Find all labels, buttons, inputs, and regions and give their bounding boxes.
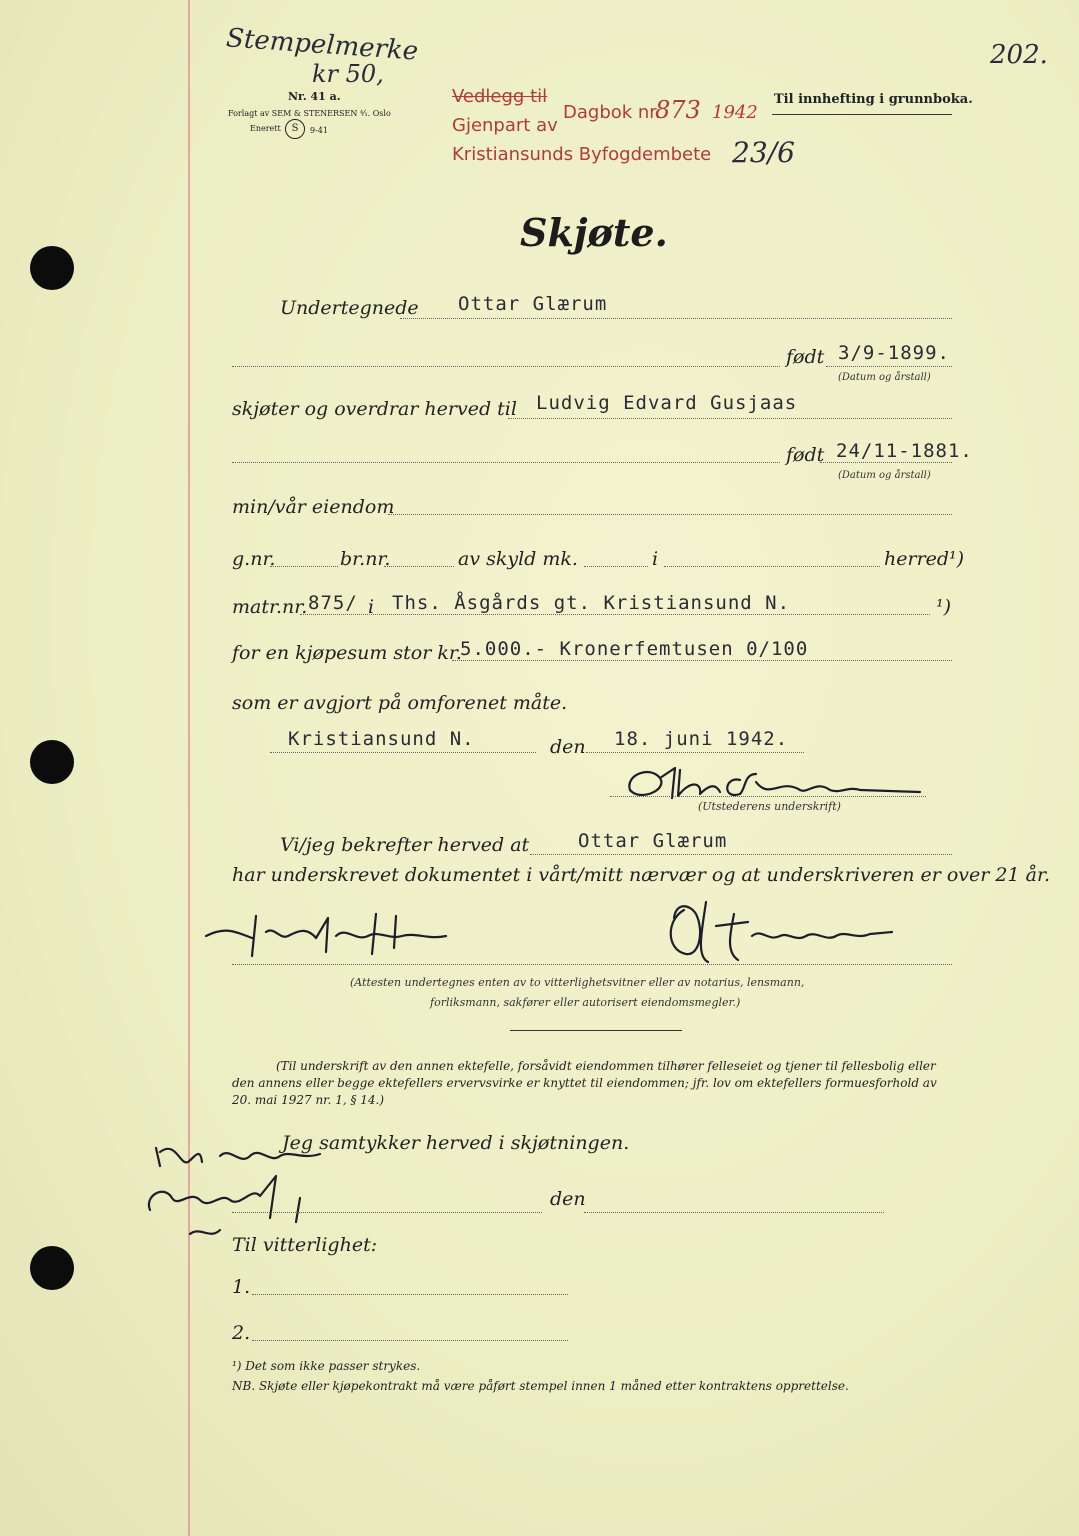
i-label: i [652,548,659,570]
consent-text: Jeg samtykker herved i skjøtningen. [282,1132,630,1154]
fodt-label-seller: født [786,346,825,368]
dagbok-year: 1942 [712,102,758,123]
gjenpart-stamp: Gjenpart av [452,115,558,136]
eiendom-line [388,514,952,515]
witness-caption-1: (Attesten undertegnes enten av to vitterlighetsvitner eller av notarius, lensmann, [350,976,805,989]
gnr-line [270,566,338,567]
received-date: 23/6 [732,136,795,169]
buyer-line [508,418,952,419]
witness-line-2 [252,1340,568,1341]
footnote-nb: NB. Skjøte eller kjøpekontrakt må være påført stempel innen 1 måned etter kontraktens opprettelse. [232,1379,849,1393]
punch-hole-middle [30,740,74,784]
separator-rule [510,1030,682,1031]
punch-hole-bottom [30,1246,74,1290]
matr-footnote: ¹) [936,596,952,618]
witness-signature-line [232,964,952,965]
buyer-line-2 [232,462,780,463]
witness-signature-2 [656,890,906,970]
witness-prefix: Vi/jeg bekrefter herved at [280,834,530,856]
fodt-label-buyer: født [786,444,825,466]
kjopesum-label: for en kjøpesum stor kr. [232,642,462,664]
footnote-1: ¹) Det som ikke passer strykes. [232,1359,421,1373]
avgjort-text: som er avgjort på omforenet måte. [232,692,568,714]
issue-date: 18. juni 1942. [614,728,789,750]
undertegnede-label: Undertegnede [280,297,419,319]
page-number: 202. [990,40,1048,70]
matr-i: i [368,596,375,618]
witness-signature-1 [196,896,476,966]
margin-line [188,0,190,1536]
seller-name: Ottar Glærum [458,293,608,315]
innhefting-rule [772,114,952,115]
buyer-birth: 24/11-1881. [836,440,973,462]
date-line [586,752,804,753]
utsteder-caption: (Utstederens underskrift) [698,800,841,813]
witness-line-1 [252,1294,568,1295]
witness-statement: har underskrevet dokumentet i vårt/mitt nærvær og at underskriveren er over 21 år. [232,864,1050,886]
seller-birth-line [826,366,952,367]
buyer-birth-line [820,462,952,463]
witness-name-line [530,854,952,855]
herred-line [664,566,880,567]
spouse-place-line [232,1212,542,1213]
matr-line [300,614,930,615]
innhefting-label: Til innhefting i grunnboka. [774,92,973,107]
witness-subject: Ottar Glærum [578,830,728,852]
punch-hole-top [30,246,74,290]
publisher-logo: S [285,119,305,139]
matr-number: 875/ [308,592,358,614]
issuer-signature-line [610,796,926,797]
skyld-line [584,566,648,567]
datum-caption-buyer: (Datum og årstall) [838,470,931,481]
skyld-label: av skyld mk. [458,548,578,570]
stamp-note: Stempelmerke [225,23,420,67]
office-stamp: Kristiansunds Byfogdembete [452,144,712,165]
skjoter-label: skjøter og overdrar herved til [232,398,517,420]
eiendom-label: min/vår eiendom [232,496,395,518]
spouse-note: (Til underskrift av den annen ektefelle, forsåvidt eiendommen tilhører felleseiet og tjener til fellesbolig eller den annens eller begge ektefellers ervervsvirke er knyttet til eiendommen; jfr. lov om ektefellers formuesforhold av 20. mai 1927 nr. 1, § 14.) [232,1059,937,1107]
matr-label: matr.nr. [232,596,308,618]
undertegnede-line [400,318,952,319]
publisher-rights: Enerett [250,124,281,133]
place-line [270,752,536,753]
witness-line-2-number: 2. [232,1322,251,1344]
publisher: Forlagt av SEM & STENERSEN ⁴⁄₁. Oslo [228,109,391,118]
buyer-name: Ludvig Edvard Gusjaas [536,392,798,414]
issue-place: Kristiansund N. [288,728,475,750]
vitterlighet-label: Til vitterlighet: [232,1234,378,1256]
herred-label: herred¹) [884,548,965,570]
seller-birth: 3/9-1899. [838,342,950,364]
dagbok-label: Dagbok nr. [563,102,661,123]
document-title: Skjøte. [520,210,668,255]
purchase-price: 5.000.- Kronerfemtusen 0/100 [460,638,809,660]
publisher-date: 9-41 [310,126,328,135]
brnr-line [384,566,454,567]
den-label: den [550,736,586,758]
datum-caption-seller: (Datum og årstall) [838,372,931,383]
spouse-den-label: den [550,1188,586,1210]
dagbok-number: 873 [655,96,701,124]
gnr-label: g.nr. [232,548,276,570]
form-number: Nr. 41 a. [288,90,341,103]
property-address: Ths. Åsgårds gt. Kristiansund N. [392,592,791,614]
brnr-label: br.nr. [340,548,391,570]
spouse-date-line [584,1212,884,1213]
vedlegg-struck: Vedlegg til [452,86,548,107]
stamp-amount: kr 50, [312,60,384,88]
seller-line-2 [232,366,780,367]
witness-caption-2: forliksmann, sakfører eller autorisert eiendomsmegler.) [430,996,741,1009]
witness-line-1-number: 1. [232,1276,251,1298]
kjopesum-line [452,660,952,661]
